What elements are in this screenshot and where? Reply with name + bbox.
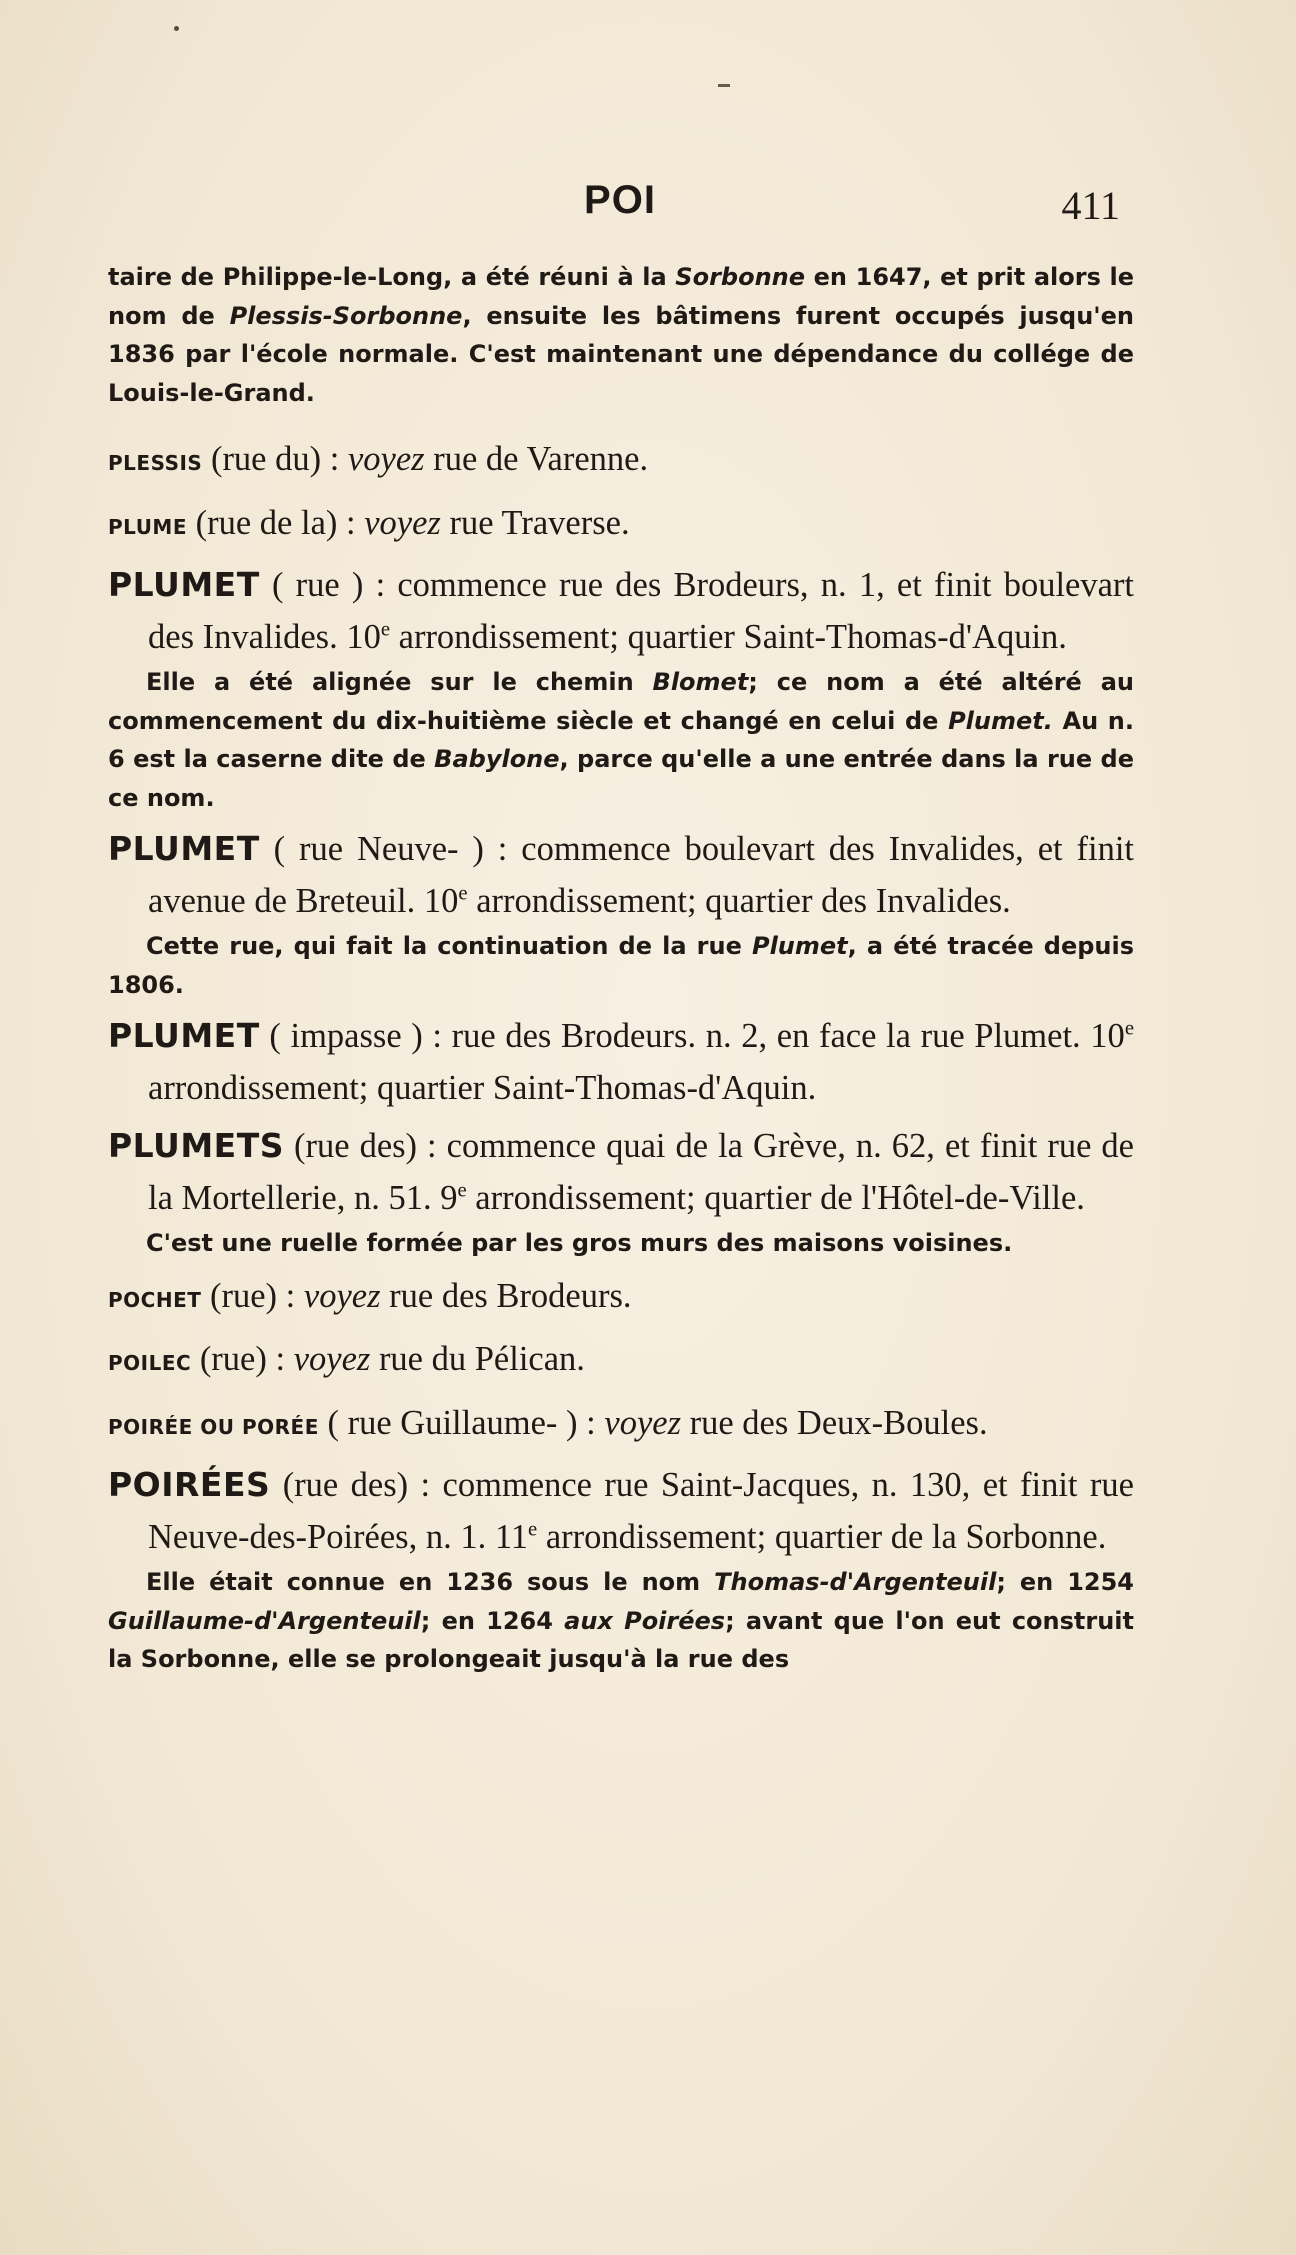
entry-plumets: PLUMETS (rue des) : commence quai de la Grève, n. 62, et finit rue de la Mortellerie, n. 51. 9e arrondissement; quartier de l'Hôtel-de-Ville. bbox=[108, 1126, 1134, 1217]
entry-poirees-note: Elle était connue en 1236 sous le nom Thomas-d'Argenteuil; en 1254 Guillaume-d'Argenteuil; en 1264 aux Poirées; avant que l'on eut construit la Sorbonne, elle se prolongeait jusqu'à la rue des bbox=[108, 1568, 1134, 1673]
entry-headword: POIRÉES bbox=[108, 1465, 271, 1504]
entry-plumet-impasse: PLUMET ( impasse ) : rue des Brodeurs. n. 2, en face la rue Plumet. 10e arrondissement; quartier Saint-Thomas-d'Aquin. bbox=[108, 1016, 1134, 1107]
entry-headword: PLUMETS bbox=[108, 1126, 284, 1165]
page-title: POI bbox=[584, 178, 656, 222]
entry-headword: POCHET bbox=[108, 1287, 202, 1312]
page-number: 411 bbox=[1061, 183, 1120, 228]
print-speck bbox=[174, 26, 179, 31]
running-head bbox=[110, 178, 1130, 238]
entry-poilec: POILEC (rue) : voyez rue du Pélican. bbox=[108, 1340, 585, 1378]
entry-headword: POIRÉE OU PORÉE bbox=[108, 1414, 319, 1439]
entry-plumets-note: C'est une ruelle formée par les gros murs des maisons voisines. bbox=[146, 1229, 1013, 1257]
entry-headword: PLUME bbox=[108, 514, 187, 539]
entry-plessis: PLESSIS (rue du) : voyez rue de Varenne. bbox=[108, 440, 649, 478]
entry-headword: PLESSIS bbox=[108, 451, 203, 475]
entry-plumet-note: Elle a été alignée sur le chemin Blomet; ce nom a été altéré au commencement du dix-huitième siècle et changé en celui de Plumet. Au n. 6 est la caserne dite de Babylone, parce qu'elle a une entrée dans la rue de ce nom. bbox=[108, 668, 1134, 812]
entry-poirees: POIRÉES (rue des) : commence rue Saint-Jacques, n. 130, et finit rue Neuve-des-Poirées, n. 1. 11e arrondissement; quartier de la Sorbonne. bbox=[108, 1465, 1134, 1556]
entry-plumet-neuve: PLUMET ( rue Neuve- ) : commence boulevart des Invalides, et finit avenue de Breteuil. 10e arrondissement; quartier des Invalides. bbox=[108, 829, 1134, 920]
entry-plume: PLUME (rue de la) : voyez rue Traverse. bbox=[108, 503, 630, 542]
entry-headword: POILEC bbox=[108, 1351, 192, 1375]
intro-paragraph: taire de Philippe-le-Long, a été réuni à la Sorbonne en 1647, et prit alors le nom de Plessis-Sorbonne, ensuite les bâtimens furent occupés jusqu'en 1836 par l'école normale. C'est maintenant une dépendance du collége de Louis-le-Grand. bbox=[108, 263, 1134, 407]
print-speck bbox=[718, 84, 730, 87]
entry-headword: PLUMET bbox=[108, 565, 260, 604]
entry-pochet: POCHET (rue) : voyez rue des Brodeurs. bbox=[108, 1276, 632, 1315]
entry-plumet: PLUMET ( rue ) : commence rue des Brodeurs, n. 1, et finit boulevart des Invalides. 10e arrondissement; quartier Saint-Thomas-d'Aquin. bbox=[108, 565, 1134, 656]
entry-plumet-neuve-note: Cette rue, qui fait la continuation de la rue Plumet, a été tracée depuis 1806. bbox=[108, 932, 1134, 999]
entry-poiree: POIRÉE OU PORÉE ( rue Guillaume- ) : voyez rue des Deux-Boules. bbox=[108, 1403, 988, 1442]
page-body bbox=[108, 258, 1134, 1679]
entry-headword: PLUMET bbox=[108, 1016, 260, 1055]
entry-headword: PLUMET bbox=[108, 829, 260, 868]
